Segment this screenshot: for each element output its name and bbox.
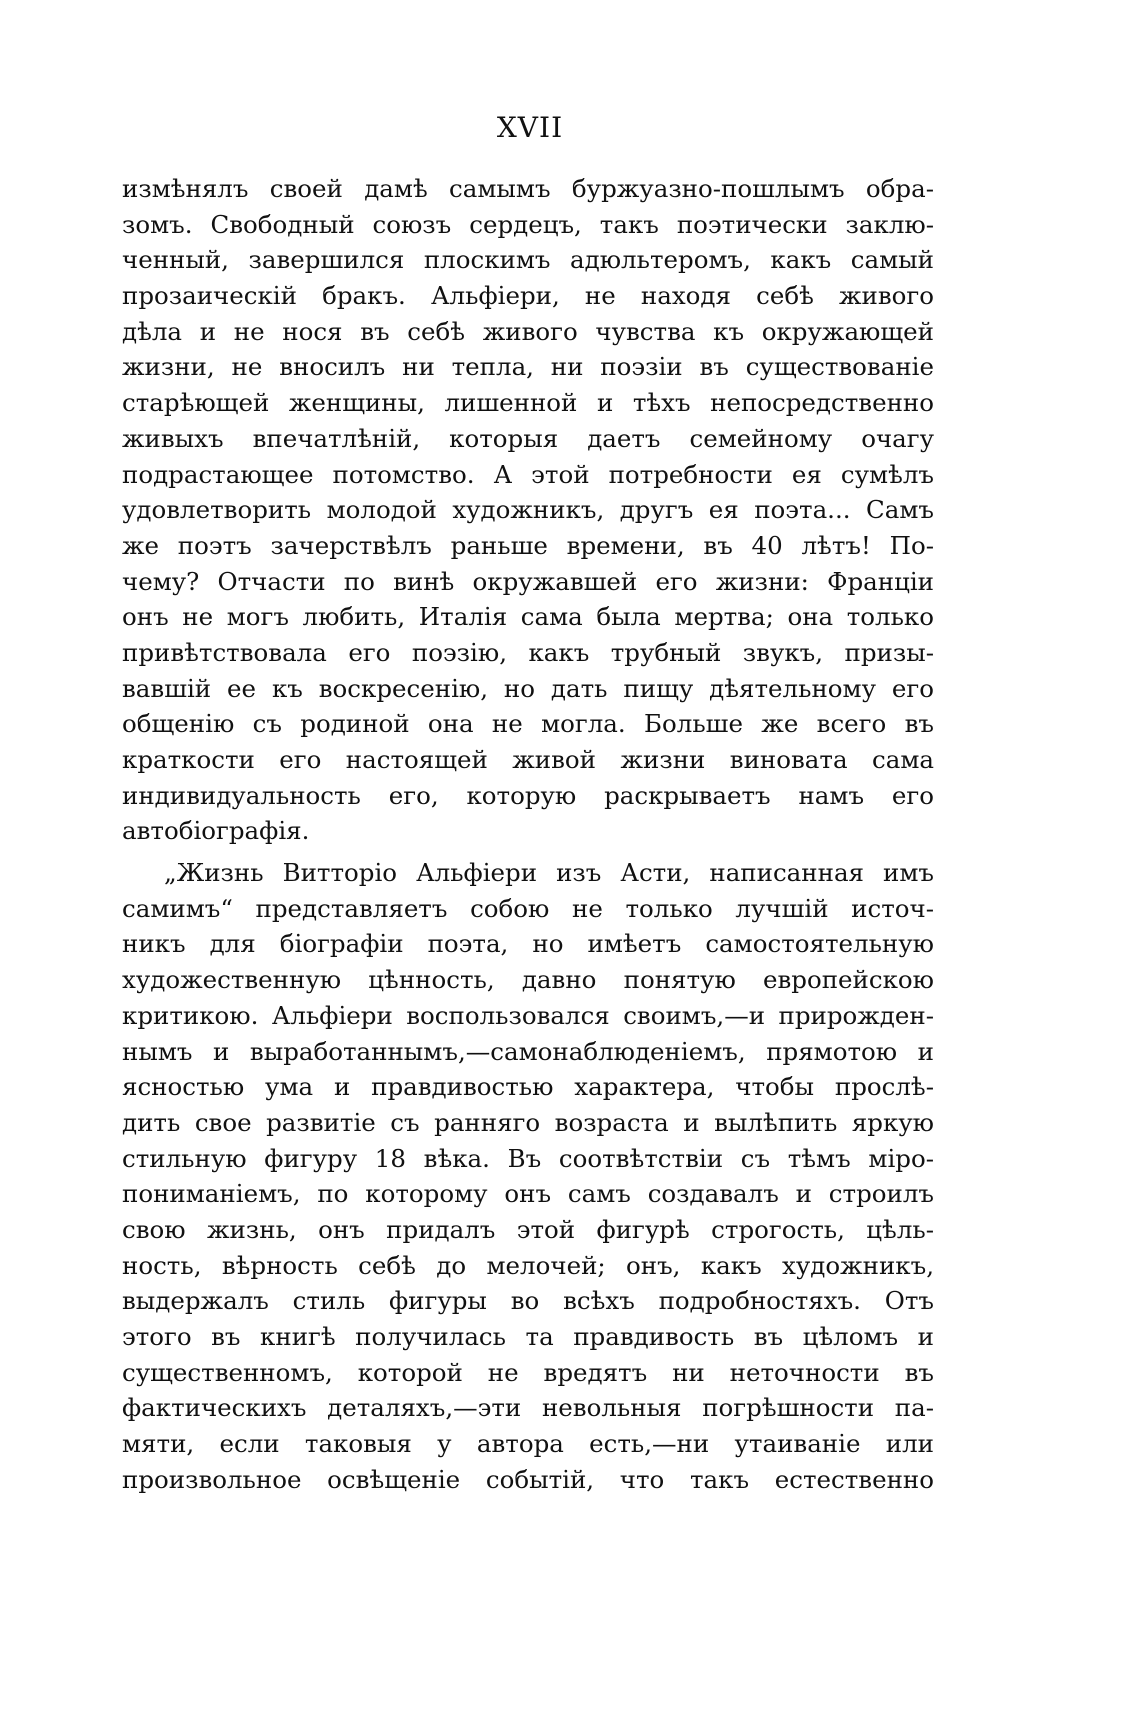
text-line: самимъ“ представляетъ собою не только лучшій источ-	[122, 893, 934, 923]
text-line: выдержалъ стиль фигуры во всѣхъ подробностяхъ. Отъ	[122, 1286, 934, 1316]
text-line: подрастающее потомство. А этой потребности ея сумѣлъ	[122, 459, 934, 489]
text-line: измѣнялъ своей дамѣ самымъ буржуазно-пошлымъ обра-	[122, 174, 934, 203]
text-line: зомъ. Свободный союзъ сердецъ, такъ поэтически заклю-	[122, 209, 934, 239]
text-line: дѣла и не нося въ себѣ живого чувства къ окружающей	[122, 316, 934, 346]
text-line: мяти, если таковыя у автора есть,—ни утаиваніе или	[122, 1429, 934, 1459]
text-line: пониманіемъ, по которому онъ самъ создавалъ и строилъ	[122, 1179, 934, 1209]
text-line: критикою. Альфіери воспользовался своимъ,—и прирожден-	[122, 1000, 934, 1030]
text-line: произвольное освѣщеніе событій, что такъ естественно	[122, 1464, 934, 1494]
text-line: художественную цѣнность, давно понятую европейскою	[122, 965, 934, 995]
text-line: краткости его настоящей живой жизни виновата сама	[122, 745, 934, 774]
text-line: старѣющей женщины, лишенной и тѣхъ непосредственно	[122, 388, 934, 418]
text-line: прозаическій бракъ. Альфіери, не находя себѣ живого	[122, 281, 934, 311]
body-text	[122, 171, 934, 1497]
text-line: привѣтствовала его поэзію, какъ трубный звукъ, призы-	[122, 637, 934, 667]
text-line: „Жизнь Витторіо Альфіери изъ Асти, написанная имъ	[164, 858, 934, 888]
text-line: ность, вѣрность себѣ до мелочей; онъ, какъ художникъ,	[122, 1250, 934, 1280]
paragraph-2	[122, 855, 934, 1497]
text-line: ченный, завершился плоскимъ адюльтеромъ, какъ самый	[122, 245, 934, 275]
text-line: же поэтъ зачерствѣлъ раньше времени, въ 40 лѣтъ! По-	[122, 530, 934, 560]
text-line: вавшій ее къ воскресенію, но дать пищу дѣятельному его	[122, 673, 934, 703]
text-line: ясностью ума и правдивостью характера, чтобы прослѣ-	[122, 1072, 934, 1102]
text-line: автобіографія.	[122, 816, 310, 846]
text-line: нымъ и выработаннымъ,—самонаблюденіемъ, прямотою и	[122, 1036, 934, 1066]
text-line: свою жизнь, онъ придалъ этой фигурѣ строгость, цѣль-	[122, 1214, 934, 1244]
text-line: жизни, не вносилъ ни тепла, ни поэзіи въ существованіе	[122, 352, 934, 382]
text-line: живыхъ впечатлѣній, которыя даетъ семейному очагу	[122, 423, 934, 453]
text-line: стильную фигуру 18 вѣка. Въ соотвѣтствіи съ тѣмъ міро-	[122, 1143, 934, 1173]
text-line: общенію съ родиной она не могла. Больше же всего въ	[122, 709, 934, 739]
text-line: этого въ книгѣ получилась та правдивость въ цѣломъ и	[122, 1322, 934, 1351]
text-line: никъ для біографіи поэта, но имѣетъ самостоятельную	[122, 929, 934, 959]
text-line: удовлетворить молодой художникъ, другъ ея поэта... Самъ	[122, 495, 934, 525]
text-line: индивидуальность его, которую раскрываетъ намъ его	[122, 780, 934, 810]
text-line: фактическихъ деталяхъ,—эти невольныя погрѣшности па-	[122, 1393, 934, 1423]
text-line: существенномъ, которой не вредятъ ни неточности въ	[122, 1357, 934, 1387]
text-line: онъ не могъ любить, Италія сама была мертва; она только	[122, 602, 934, 632]
text-line: дить свое развитіе съ ранняго возраста и вылѣпить яркую	[122, 1107, 934, 1137]
paragraph-1	[122, 171, 934, 849]
page-number: XVII	[496, 111, 564, 144]
text-line: чему? Отчасти по винѣ окружавшей его жизни: Франціи	[122, 566, 934, 596]
